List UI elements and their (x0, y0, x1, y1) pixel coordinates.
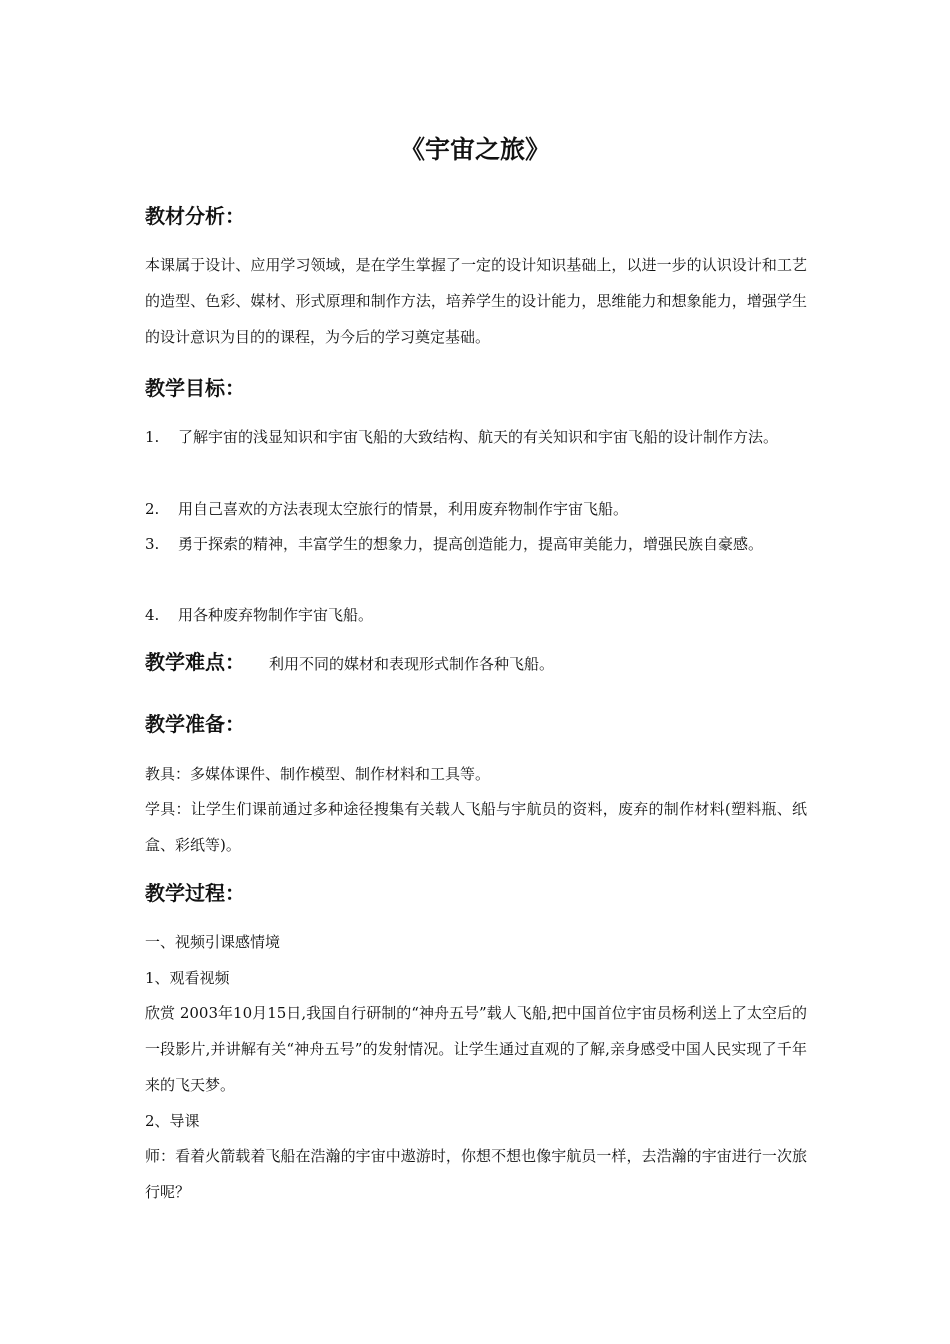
difficulty-text: 利用不同的媒材和表现形式制作各种飞船。 (269, 655, 555, 673)
process-sub-1: 1、观看视频 (145, 969, 230, 987)
goal-item-3 (145, 526, 807, 562)
process-step-1: 一、视频引课感情境 (145, 933, 281, 951)
goal-number: 4. (145, 606, 160, 624)
process-paragraph-2: 师：看着火箭载着飞船在浩瀚的宇宙中遨游时，你想不想也像宇航员一样，去浩瀚的宇宙进行一次旅行呢？ (145, 1147, 807, 1201)
heading-teaching-preparation: 教学准备： (145, 712, 245, 736)
goal-text: 了解宇宙的浅显知识和宇宙飞船的大致结构、航天的有关知识和宇宙飞船的设计制作方法。 (178, 428, 779, 446)
goal-item-4 (145, 597, 807, 633)
document-title: 《宇宙之旅》 (399, 135, 550, 164)
material-analysis-paragraph: 本课属于设计、应用学习领域，是在学生掌握了一定的设计知识基础上，以进一步的认识设计和工艺的造型、色彩、媒材、形式原理和制作方法，培养学生的设计能力，思维能力和想象能力，增强学生的设计意识为目的的课程，为今后的学习奠定基础。 (145, 256, 807, 346)
prep-student-tools: 学具：让学生们课前通过多种途径搜集有关载人飞船与宇航员的资料，废弃的制作材料(塑料瓶、纸盒、彩纸等)。 (145, 800, 807, 854)
difficulty-line (145, 647, 554, 679)
goal-text: 用自己喜欢的方法表现太空旅行的情景，利用废弃物制作宇宙飞船。 (178, 500, 629, 518)
goal-text: 勇于探索的精神，丰富学生的想象力，提高创造能力，提高审美能力，增强民族自豪感。 (178, 535, 764, 553)
prep-teacher-tools: 教具：多媒体课件、制作模型、制作材料和工具等。 (145, 765, 491, 783)
goal-number: 1. (145, 428, 160, 446)
heading-teaching-goals: 教学目标： (145, 376, 245, 400)
process-sub-2: 2、导课 (145, 1112, 200, 1130)
heading-teaching-process: 教学过程： (145, 881, 245, 905)
goal-number: 2. (145, 500, 160, 518)
goal-text: 用各种废弃物制作宇宙飞船。 (178, 606, 374, 624)
process-paragraph-1: 欣赏 2003年10月15日,我国自行研制的“神舟五号”载人飞船,把中国首位宇宙员杨利送上了太空后的一段影片,并讲解有关“神舟五号”的发射情况。让学生通过直观的了解,亲身感受中国人民实现了千年来的飞天梦。 (145, 1004, 807, 1094)
goal-number: 3. (145, 535, 160, 553)
goal-item-2 (145, 491, 807, 527)
heading-teaching-difficulty: 教学难点： (145, 650, 245, 674)
goal-item-1 (145, 419, 807, 455)
heading-material-analysis: 教材分析： (145, 204, 245, 228)
